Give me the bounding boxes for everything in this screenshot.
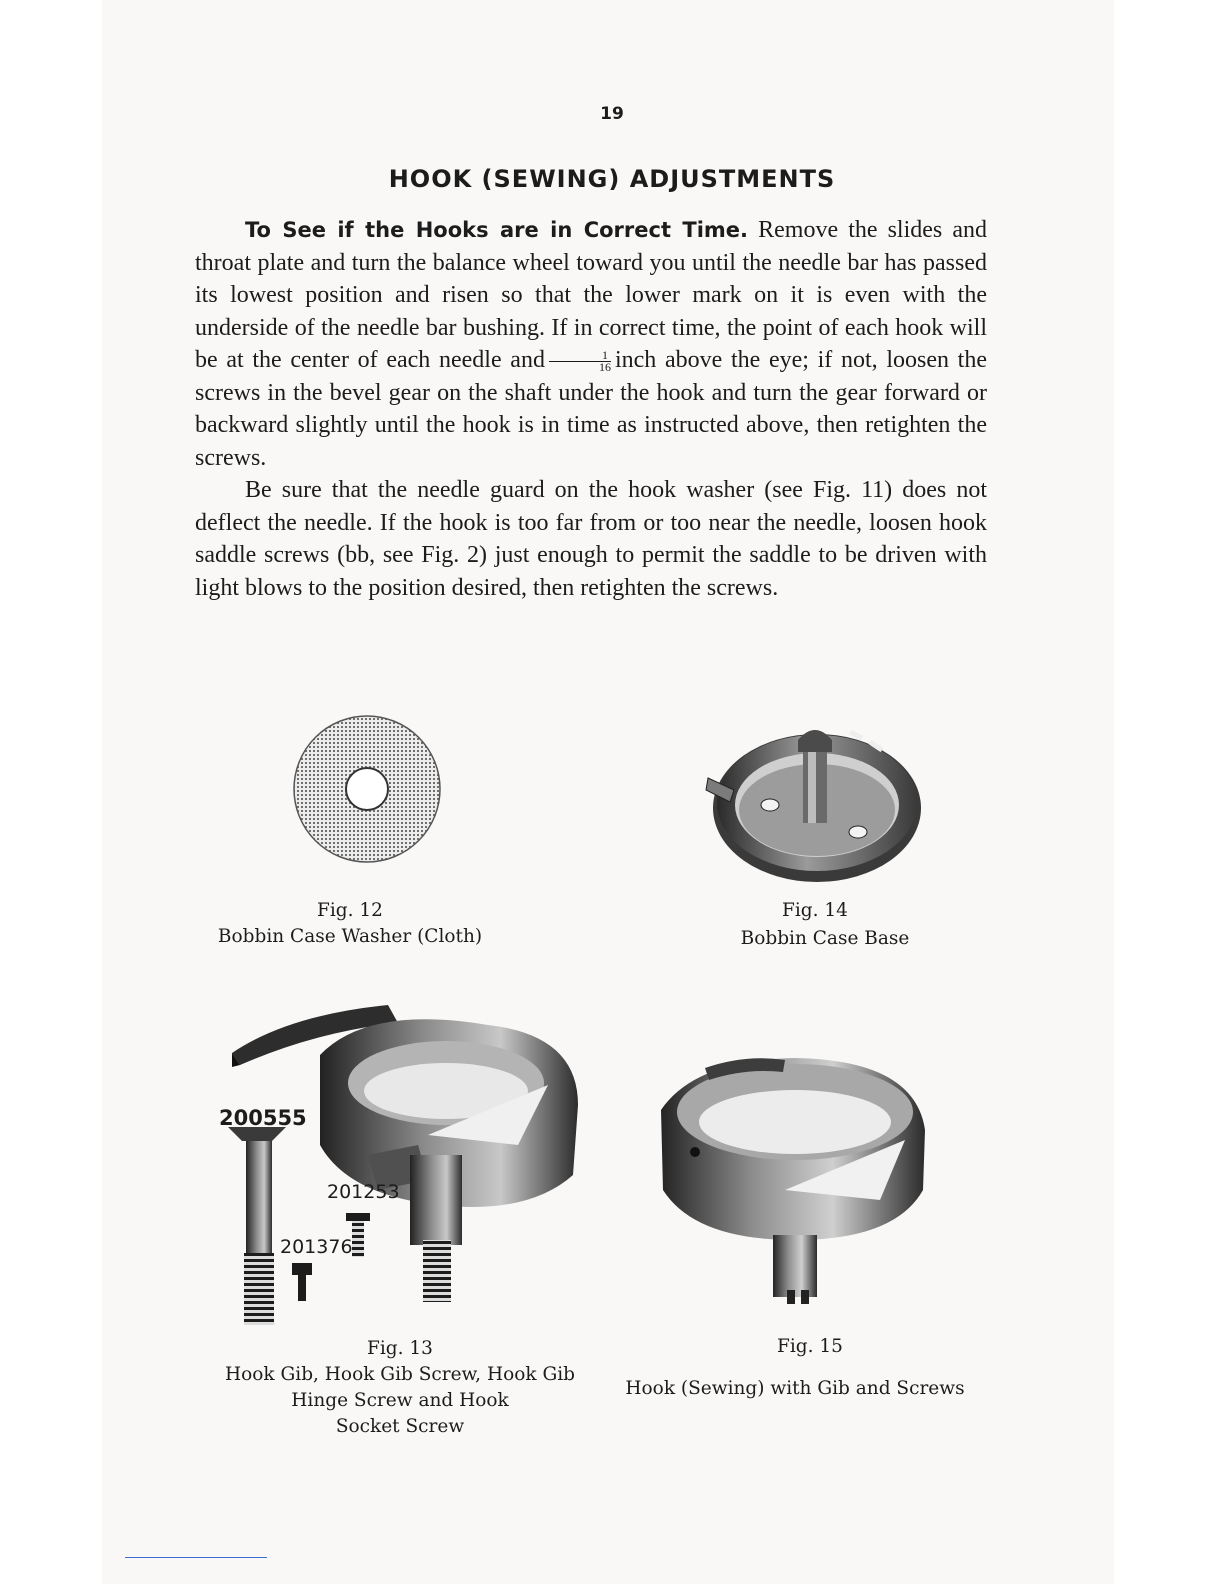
hook-gib-and-screws-illustration bbox=[228, 995, 584, 1335]
part-number-201253: 201253 bbox=[327, 1181, 400, 1203]
part-number-201376: 201376 bbox=[280, 1236, 353, 1258]
fraction-denominator: 16 bbox=[598, 359, 611, 374]
part-number-200555: 200555 bbox=[219, 1106, 307, 1130]
paragraph-timing bbox=[195, 214, 987, 474]
fig14-number: Fig. 14 bbox=[782, 900, 848, 921]
paragraph-text-a: Remove the slides and throat plate and turn the balance wheel toward you until the needle bar has passed its lowest position and risen so that the lower mark on it is even with the underside of the needle bar bushing. If in correct time, the point of each hook will be at the center of each needle and bbox=[195, 217, 988, 373]
bobbin-case-washer-illustration bbox=[285, 710, 455, 880]
paragraph-needle-guard: Be sure that the needle guard on the hook washer (see Fig. 11) does not deflect the needle. If the hook is too far from or too near the needle, loosen hook saddle screws (bb, see Fig. 2) just enough to permit the saddle to be driven with light blows to the position desired, then retighten the screws. bbox=[195, 477, 987, 601]
footer-rule bbox=[125, 1557, 267, 1558]
fig13-caption-line-3: Socket Screw bbox=[335, 1416, 465, 1437]
fig14-caption: Bobbin Case Base bbox=[740, 928, 910, 949]
sewing-hook-illustration bbox=[655, 1040, 935, 1310]
paragraph-lead: To See if the Hooks are in Correct Time. bbox=[245, 218, 749, 242]
bobbin-case-base-illustration bbox=[700, 710, 930, 890]
page-title: HOOK (SEWING) ADJUSTMENTS bbox=[388, 165, 836, 193]
fig15-caption: Hook (Sewing) with Gib and Screws bbox=[625, 1378, 965, 1399]
fig12-number: Fig. 12 bbox=[317, 900, 383, 921]
fig13-caption-line-1: Hook Gib, Hook Gib Screw, Hook Gib bbox=[225, 1364, 575, 1385]
fraction bbox=[549, 347, 611, 374]
page-number: 19 bbox=[600, 104, 624, 124]
fig13-caption-line-2: Hinge Screw and Hook bbox=[291, 1390, 509, 1411]
body-text bbox=[195, 214, 987, 604]
fraction-numerator: 1 bbox=[549, 350, 611, 362]
paragraph-text-b: inch above the eye; if not, loosen the screws in the bevel gear on the shaft under the hook and turn the gear forward or backward slightly until the hook is in time as instructed above, then retighten the screws. bbox=[195, 347, 987, 471]
fig12-caption: Bobbin Case Washer (Cloth) bbox=[217, 926, 483, 947]
fig15-number: Fig. 15 bbox=[777, 1336, 843, 1357]
fig13-number: Fig. 13 bbox=[367, 1338, 433, 1359]
